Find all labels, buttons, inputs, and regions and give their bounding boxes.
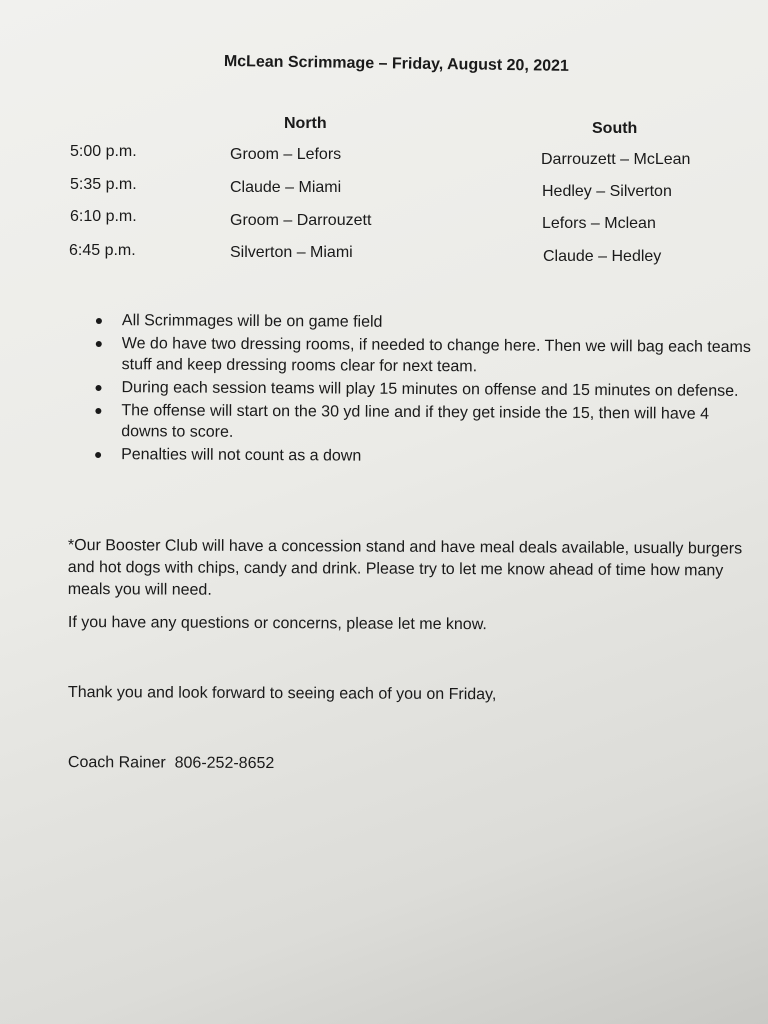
- south-matchup: Claude – Hedley: [543, 248, 662, 265]
- south-matchup: Lefors – Mclean: [542, 215, 656, 232]
- bullet-icon: [96, 341, 102, 347]
- north-matchup: Silverton – Miami: [230, 244, 353, 261]
- rules-list: [95, 310, 756, 471]
- list-item: [96, 310, 756, 335]
- schedule-time: 6:45 p.m.: [69, 242, 136, 259]
- schedule-time: 6:10 p.m.: [70, 208, 137, 225]
- signature-line: Coach Rainer 806-252-8652: [67, 754, 275, 773]
- north-matchup: Groom – Lefors: [230, 146, 342, 163]
- rule-text: The offense will start on the 30 yd line and if they get inside the 15, then will have 4 downs to score.: [121, 402, 710, 441]
- list-item: [95, 377, 755, 402]
- south-matchup: Hedley – Silverton: [542, 183, 672, 200]
- bullet-icon: [95, 452, 101, 458]
- north-matchup: Claude – Miami: [230, 179, 342, 196]
- schedule-time: 5:35 p.m.: [70, 176, 137, 193]
- schedule-time: 5:00 p.m.: [70, 143, 137, 160]
- south-column-heading: South: [592, 120, 638, 137]
- list-item: [95, 444, 755, 469]
- booster-club-note: *Our Booster Club will have a concession stand and have meal deals available, usually burgers and hot dogs with chips, candy and drink. Please try to let me know ahead of time how many meals you will need.: [67, 537, 743, 599]
- closing-line: Thank you and look forward to seeing each of you on Friday,: [67, 684, 497, 704]
- rule-text: All Scrimmages will be on game field: [121, 312, 383, 331]
- north-column-heading: North: [284, 115, 327, 132]
- bullet-icon: [96, 318, 102, 324]
- rule-text: We do have two dressing rooms, if needed to change here. Then we will bag each teams stuff and keep dressing rooms clear for next team.: [121, 335, 751, 376]
- list-item: [96, 333, 756, 379]
- rule-text: During each session teams will play 15 minutes on offense and 15 minutes on defense.: [121, 379, 739, 400]
- document-title: McLean Scrimmage – Friday, August 20, 2021: [223, 53, 569, 75]
- south-matchup: Darrouzett – McLean: [541, 151, 691, 168]
- questions-note: If you have any questions or concerns, please let me know.: [67, 614, 487, 634]
- north-matchup: Groom – Darrouzett: [230, 212, 372, 229]
- bullet-icon: [95, 408, 101, 414]
- list-item: [95, 400, 755, 446]
- rule-text: Penalties will not count as a down: [121, 446, 362, 465]
- bullet-icon: [96, 385, 102, 391]
